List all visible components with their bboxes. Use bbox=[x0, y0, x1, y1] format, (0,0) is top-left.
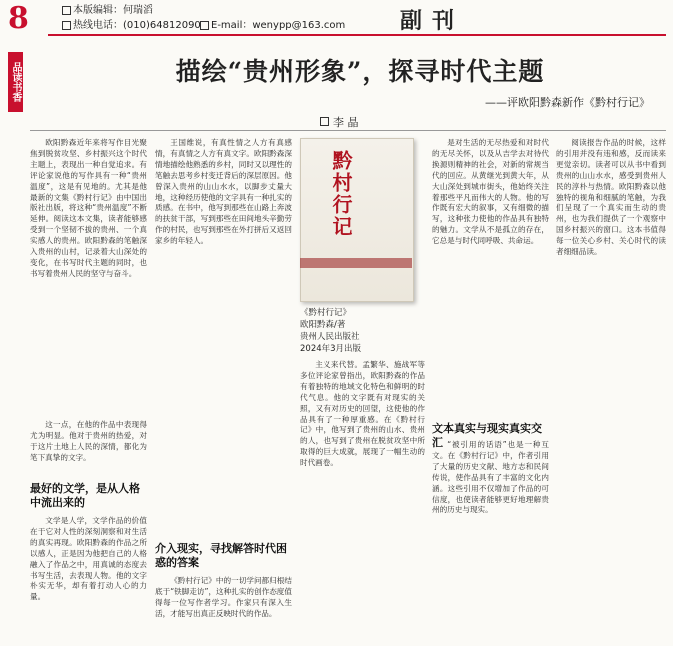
book-info bbox=[300, 307, 390, 355]
page-number: 8 bbox=[8, 1, 29, 36]
box-icon bbox=[62, 21, 71, 30]
email-line: E-mail：wenypp@163.com bbox=[200, 19, 345, 32]
editor-line: 本版编辑：何瑞滔 bbox=[62, 4, 153, 17]
section-title: 副刊 bbox=[400, 8, 465, 34]
book-cover-title: 黔村行记 bbox=[329, 150, 353, 238]
headline: 描绘“贵州形象”，探寻时代主题 bbox=[175, 57, 545, 86]
box-icon bbox=[320, 117, 329, 126]
column-tag: 品读书香 bbox=[8, 52, 23, 112]
hotline-line: 热线电话：(010)64812090 bbox=[62, 19, 201, 32]
book-author: 欧阳黔森/著 bbox=[300, 320, 346, 330]
article-column-2-bottom: 《黔村行记》中的一切学问都归根结底于“铁脚走访”，这种扎实的创作态度值得每一位写作者学习。作家只有深入生活，才能写出真正反映时代的作品。 bbox=[155, 576, 292, 618]
article-column-5: 阅读报告作品的时候，这样的引用并没有违和感，反而读来更觉亲切。读者可以从书中看到贵州的山山水水，感受到贵州人民的淳朴与热情。欧阳黔森以他独特的视角和细腻的笔触，为我们呈现了一个真实而生动的贵州，也为我们提供了一个观察中国乡村振兴的窗口。这本书值得每一位关心乡村、关心时代的读者细细品读。 bbox=[556, 138, 666, 257]
book-label: 《黔村行记》 bbox=[300, 308, 352, 318]
subheading-3: 文本真实与现实真实交汇 bbox=[432, 422, 542, 449]
header-rule bbox=[48, 34, 666, 36]
book-date: 2024年3月出版 bbox=[300, 344, 362, 354]
article-column-4-bottom: “被引用的话语”也是一种互文。在《黔村行记》中，作者引用了大量的历史文献、地方志和民间传说，使作品具有了丰富的文化内涵。这些引用不仅增加了作品的可信度，也使读者能够更好地理解贵州的历史与现实。 bbox=[432, 440, 549, 515]
author-byline: 李 晶 bbox=[320, 114, 359, 130]
article-column-2: 王国维说，有真性情之人方有真感情，有真情之人方有真文字。欧阳黔森深情地描绘他熟悉的乡村，同时又以理性的笔触去思考乡村变迁背后的深层原因。他曾深入贵州的山山水水，以脚步丈量大地，这种经历使他的文字具有一种扎实的质感。在书中，他写到那些在山路上奔波的扶贫干部，写到那些在田间地头辛勤劳作的村民，也写到那些在外打拼后又返回家乡的年轻人。 bbox=[155, 138, 292, 246]
book-cover-band bbox=[300, 258, 412, 268]
headline-rule bbox=[30, 130, 666, 131]
article-column-4: 是对生活的无尽热爱和对时代的无尽关怀，以及从吉学去对待代换源则精神的社会，对新的常规当代的回应。从黄继光到黄大年，从大山深处到城市街头，他始终关注着那些平凡而伟大的人物。他的写作既有宏大的叙事，又有细微的描写，这种张力使他的作品具有独特的魅力。文学从不是孤立的存在，它总是与时代同呼吸、共命运。 bbox=[432, 138, 549, 246]
article-column-3: 主义来代替。孟繁华、施战军等多位评论家曾指出，欧阳黔森的作品有着独特的地域文化特色和鲜明的时代气息。他的文字既有对现实的关照，又有对历史的回望，这使他的作品具有了一种厚重感。在《黔村行记》中，他写到了贵州的山水、贵州的人，也写到了贵州在脱贫攻坚中所取得的巨大成就，展现了一幅生动的时代画卷。 bbox=[300, 360, 425, 468]
book-cover bbox=[300, 138, 414, 302]
book-publisher: 贵州人民出版社 bbox=[300, 332, 360, 342]
subheading-2: 介入现实，寻找解答时代困惑的答案 bbox=[155, 542, 287, 569]
box-icon bbox=[62, 6, 71, 15]
article-column-1: 欧阳黔森近年来将写作目光聚焦到脱贫攻坚、乡村振兴这个时代主题上，表现出一种自觉追求。有评论家说他的写作具有一种“贵州温度”，这是有见地的。尤其是他最新的文集《黔村行记》由中国出版社出版，将这种“贵州温度”不断延伸。阅读这本文集，读者能够感受到一个坚韧不拔的贵州、一个真实感人的贵州。欧阳黔森的笔触深入贵州的山村，记录着大山深处的变化，在书写时代主题的同时，也书写着贵州人民的坚守与奋斗。 bbox=[30, 138, 147, 278]
article-column-1-bottom: 文学是人学，文学作品的价值在于它对人性的深刻洞察和对生活的真实再现。欧阳黔森的作品之所以感人，正是因为他把自己的人格融入了作品之中，用真诚的态度去书写生活，去表现人物。他的文字朴实无华，却有着打动人心的力量。 bbox=[30, 516, 147, 602]
box-icon bbox=[200, 21, 209, 30]
subheading-1: 最好的文学，是从人格中流出来的 bbox=[30, 482, 140, 509]
subheadline: ——评欧阳黔森新作《黔村行记》 bbox=[485, 96, 650, 109]
article-column-1-lower: 这一点，在他的作品中表现得尤为明显。他对于贵州的热爱，对于这片土地上人民的深情，都化为笔下真挚的文字。 bbox=[30, 420, 147, 462]
